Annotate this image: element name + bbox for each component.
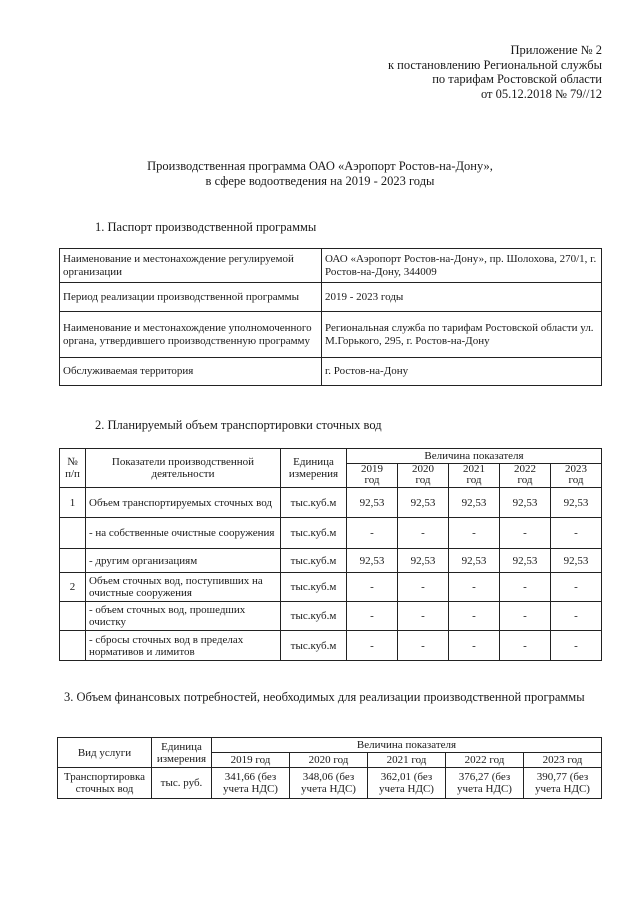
row-value: 92,53: [449, 488, 500, 518]
passport-table: [59, 248, 602, 386]
table-row: [60, 631, 602, 661]
col-header-year: 2022: [500, 464, 551, 476]
financial-needs-table: [57, 737, 602, 799]
section-1-heading: 1. Паспорт производственной программы: [95, 220, 317, 234]
col-header-year-suffix: год: [551, 475, 602, 488]
row-value: -: [500, 573, 551, 602]
row-indicator: - на собственные очистные сооружения: [86, 518, 281, 549]
row-value: 362,01 (без учета НДС): [368, 768, 446, 799]
row-value: -: [551, 602, 602, 631]
row-value: -: [500, 631, 551, 661]
row-value: 92,53: [449, 549, 500, 573]
row-num: 1: [60, 488, 86, 518]
row-value: -: [449, 573, 500, 602]
row-value: 92,53: [500, 488, 551, 518]
header-row: [60, 449, 602, 464]
col-header-value-group: Величина показателя: [347, 449, 602, 464]
row-indicator: Объем транспортируемых сточных вод: [86, 488, 281, 518]
col-header-year: 2020: [398, 464, 449, 476]
passport-label: Период реализации производственной программы: [60, 283, 322, 312]
passport-value: г. Ростов-на-Дону: [322, 358, 602, 386]
table-row: [60, 312, 602, 358]
appendix-line-1: Приложение № 2: [510, 43, 602, 57]
title-line-1: Производственная программа ОАО «Аэропорт Ростов-на-Дону»,: [147, 159, 493, 173]
row-value: 376,27 (без учета НДС): [446, 768, 524, 799]
row-unit: тыс.куб.м: [281, 549, 347, 573]
row-unit: тыс. руб.: [152, 768, 212, 799]
row-unit: тыс.куб.м: [281, 488, 347, 518]
row-value: -: [347, 573, 398, 602]
row-indicator: Объем сточных вод, поступивших на очистные сооружения: [86, 573, 281, 602]
col-header-service: Вид услуги: [58, 738, 152, 768]
appendix-line-4: от 05.12.2018 № 79//12: [480, 86, 602, 101]
appendix-note: [388, 43, 602, 101]
table-row: [60, 602, 602, 631]
col-header-year: 2019 год: [212, 753, 290, 768]
table-row: [60, 283, 602, 312]
row-value: 92,53: [500, 549, 551, 573]
col-header-value-group: Величина показателя: [212, 738, 602, 753]
row-value: -: [398, 573, 449, 602]
col-header-year-suffix: год: [500, 475, 551, 488]
row-value: -: [551, 573, 602, 602]
row-indicator: - объем сточных вод, прошедших очистку: [86, 602, 281, 631]
col-header-unit: Единица измерения: [152, 738, 212, 768]
row-unit: тыс.куб.м: [281, 518, 347, 549]
col-header-year: 2023 год: [524, 753, 602, 768]
passport-value: ОАО «Аэропорт Ростов-на-Дону», пр. Шолохова, 270/1, г. Ростов-на-Дону, 344009: [322, 249, 602, 283]
title-line-2: в сфере водоотведения на 2019 - 2023 годы: [205, 174, 435, 188]
row-value: -: [500, 518, 551, 549]
col-header-year: 2019: [347, 464, 398, 476]
table-row: [58, 768, 602, 799]
row-value: -: [398, 631, 449, 661]
table-row: [60, 518, 602, 549]
row-value: 341,66 (без учета НДС): [212, 768, 290, 799]
row-value: -: [500, 602, 551, 631]
col-header-year-suffix: год: [449, 475, 500, 488]
col-header-num: № п/п: [60, 449, 86, 488]
table-row: [60, 549, 602, 573]
table-row: [60, 488, 602, 518]
row-value: 390,77 (без учета НДС): [524, 768, 602, 799]
row-value: -: [551, 631, 602, 661]
col-header-year-suffix: год: [398, 475, 449, 488]
col-header-year: 2022 год: [446, 753, 524, 768]
section-2-heading: 2. Планируемый объем транспортировки сточных вод: [95, 418, 382, 432]
table-row: [60, 358, 602, 386]
row-value: -: [347, 602, 398, 631]
passport-value: 2019 - 2023 годы: [322, 283, 602, 312]
row-indicator: - сбросы сточных вод в пределах нормативов и лимитов: [86, 631, 281, 661]
col-header-year: 2021: [449, 464, 500, 476]
row-value: 92,53: [398, 549, 449, 573]
row-value: -: [449, 631, 500, 661]
row-value: -: [449, 518, 500, 549]
table-row: [60, 249, 602, 283]
passport-value: Региональная служба по тарифам Ростовской области ул. М.Горького, 295, г. Ростов-на-Дону: [322, 312, 602, 358]
passport-label: Обслуживаемая территория: [60, 358, 322, 386]
row-value: 348,06 (без учета НДС): [290, 768, 368, 799]
row-num: [60, 602, 86, 631]
row-value: -: [347, 518, 398, 549]
row-value: 92,53: [551, 488, 602, 518]
col-header-indicator: Показатели производственной деятельности: [86, 449, 281, 488]
col-header-year: 2023: [551, 464, 602, 476]
row-num: [60, 549, 86, 573]
col-header-year: 2021 год: [368, 753, 446, 768]
col-header-unit: Единица измерения: [281, 449, 347, 488]
row-value: 92,53: [398, 488, 449, 518]
col-header-year: 2020 год: [290, 753, 368, 768]
row-num: 2: [60, 573, 86, 602]
row-value: -: [449, 602, 500, 631]
row-unit: тыс.куб.м: [281, 602, 347, 631]
row-indicator: - другим организациям: [86, 549, 281, 573]
appendix-line-2: к постановлению Региональной службы: [387, 57, 602, 72]
row-value: -: [551, 518, 602, 549]
row-value: -: [347, 631, 398, 661]
row-value: -: [398, 602, 449, 631]
header-row: [58, 738, 602, 753]
passport-label: Наименование и местонахождение регулируемой организации: [60, 249, 322, 283]
section-3-heading: 3. Объем финансовых потребностей, необходимых для реализации производственной программы: [64, 690, 585, 704]
row-value: 92,53: [347, 549, 398, 573]
row-value: 92,53: [347, 488, 398, 518]
col-header-year-suffix: год: [347, 475, 398, 488]
row-num: [60, 518, 86, 549]
row-unit: тыс.куб.м: [281, 631, 347, 661]
appendix-line-3: по тарифам Ростовской области: [432, 72, 602, 86]
row-value: -: [398, 518, 449, 549]
wastewater-volume-table: [59, 448, 602, 661]
row-unit: тыс.куб.м: [281, 573, 347, 602]
passport-label: Наименование и местонахождение уполномоченного органа, утвердившего производственную программу: [60, 312, 322, 358]
table-row: [60, 573, 602, 602]
row-value: 92,53: [551, 549, 602, 573]
document-title: [0, 159, 640, 189]
row-num: [60, 631, 86, 661]
row-service: Транспортировка сточных вод: [58, 768, 152, 799]
